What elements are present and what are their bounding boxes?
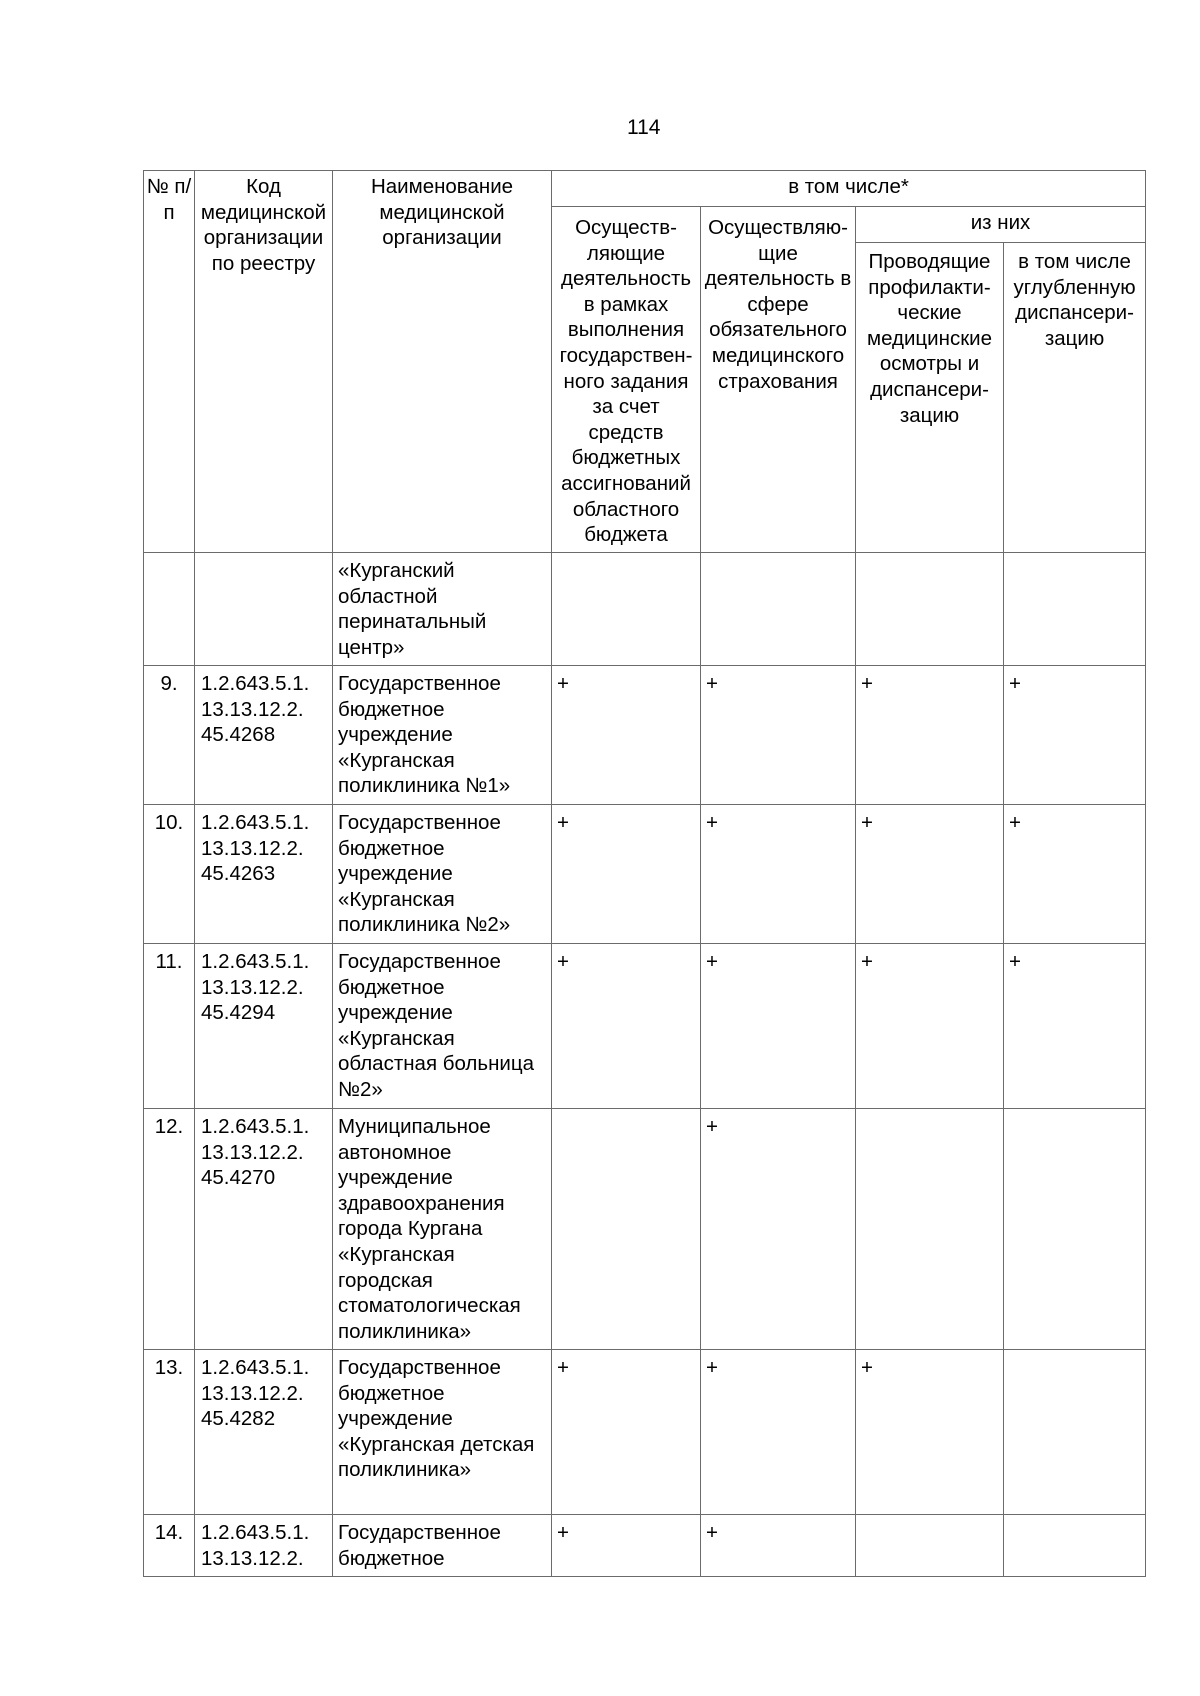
- row-num: [144, 553, 195, 666]
- row-code: 1.2.643.5.1. 13.13.12.2. 45.4282: [195, 1350, 333, 1515]
- table-row: [144, 666, 1146, 805]
- row-num: 13.: [144, 1350, 195, 1515]
- row-preventive: [856, 553, 1004, 666]
- table-row: [144, 1515, 1146, 1577]
- header-of-them: из них: [856, 207, 1146, 243]
- row-preventive: +: [856, 666, 1004, 805]
- row-code: 1.2.643.5.1. 13.13.12.2. 45.4268: [195, 666, 333, 805]
- row-in-depth: [1004, 1350, 1146, 1515]
- row-name: «Курганский областной перинатальный центр»: [333, 553, 552, 666]
- row-state-task: +: [552, 805, 701, 944]
- medical-organizations-table: [143, 170, 1146, 1577]
- row-num: 10.: [144, 805, 195, 944]
- row-in-depth: [1004, 1109, 1146, 1350]
- header-name: Наименование медицинской организации: [333, 171, 552, 553]
- header-preventive: Проводящие профилакти-ческие медицинские осмотры и диспансери-зацию: [856, 243, 1004, 553]
- row-name: Государственное бюджетное учреждение «Курганская областная больница №2»: [333, 944, 552, 1109]
- row-oms: +: [701, 805, 856, 944]
- row-code: 1.2.643.5.1. 13.13.12.2. 45.4270: [195, 1109, 333, 1350]
- header-state-task: Осуществ-ляющие деятельность в рамках выполнения государствен-ного задания за счет средств бюджетных ассигнований областного бюджета: [552, 207, 701, 553]
- row-state-task: [552, 553, 701, 666]
- table-row: [144, 1109, 1146, 1350]
- row-in-depth: +: [1004, 944, 1146, 1109]
- table-row: [144, 805, 1146, 944]
- row-preventive: [856, 1109, 1004, 1350]
- header-in-depth: в том числе углубленную диспансери-зацию: [1004, 243, 1146, 553]
- row-oms: +: [701, 944, 856, 1109]
- row-name: Муниципальное автономное учреждение здравоохранения города Кургана «Курганская городская стоматологическая поликлиника»: [333, 1109, 552, 1350]
- row-in-depth: +: [1004, 805, 1146, 944]
- row-num: 9.: [144, 666, 195, 805]
- row-oms: +: [701, 1350, 856, 1515]
- row-in-depth: +: [1004, 666, 1146, 805]
- row-oms: +: [701, 666, 856, 805]
- row-preventive: +: [856, 1350, 1004, 1515]
- row-name: Государственное бюджетное учреждение «Курганская поликлиника №1»: [333, 666, 552, 805]
- row-oms: [701, 553, 856, 666]
- row-num: 11.: [144, 944, 195, 1109]
- row-num: 12.: [144, 1109, 195, 1350]
- header-code: Код медицинской организации по реестру: [195, 171, 333, 553]
- row-preventive: [856, 1515, 1004, 1577]
- table-row: [144, 1350, 1146, 1515]
- header-including: в том числе*: [552, 171, 1146, 207]
- row-name: Государственное бюджетное учреждение «Курганская поликлиника №2»: [333, 805, 552, 944]
- header-num: № п/п: [144, 171, 195, 553]
- row-state-task: +: [552, 1350, 701, 1515]
- row-code: [195, 553, 333, 666]
- row-state-task: [552, 1109, 701, 1350]
- row-oms: +: [701, 1515, 856, 1577]
- row-preventive: +: [856, 944, 1004, 1109]
- row-preventive: +: [856, 805, 1004, 944]
- row-state-task: +: [552, 944, 701, 1109]
- row-oms: +: [701, 1109, 856, 1350]
- row-state-task: +: [552, 666, 701, 805]
- table-row: [144, 944, 1146, 1109]
- row-code: 1.2.643.5.1. 13.13.12.2. 45.4263: [195, 805, 333, 944]
- row-in-depth: [1004, 1515, 1146, 1577]
- row-num: 14.: [144, 1515, 195, 1577]
- row-in-depth: [1004, 553, 1146, 666]
- row-code: 1.2.643.5.1. 13.13.12.2.: [195, 1515, 333, 1577]
- page-number-text: 114: [627, 116, 661, 139]
- row-state-task: +: [552, 1515, 701, 1577]
- row-name: Государственное бюджетное учреждение «Курганская детская поликлиника»: [333, 1350, 552, 1515]
- row-name: Государственное бюджетное: [333, 1515, 552, 1577]
- row-code: 1.2.643.5.1. 13.13.12.2. 45.4294: [195, 944, 333, 1109]
- table-row: [144, 553, 1146, 666]
- header-oms: Осуществляю-щие деятельность в сфере обязательного медицинского страхования: [701, 207, 856, 553]
